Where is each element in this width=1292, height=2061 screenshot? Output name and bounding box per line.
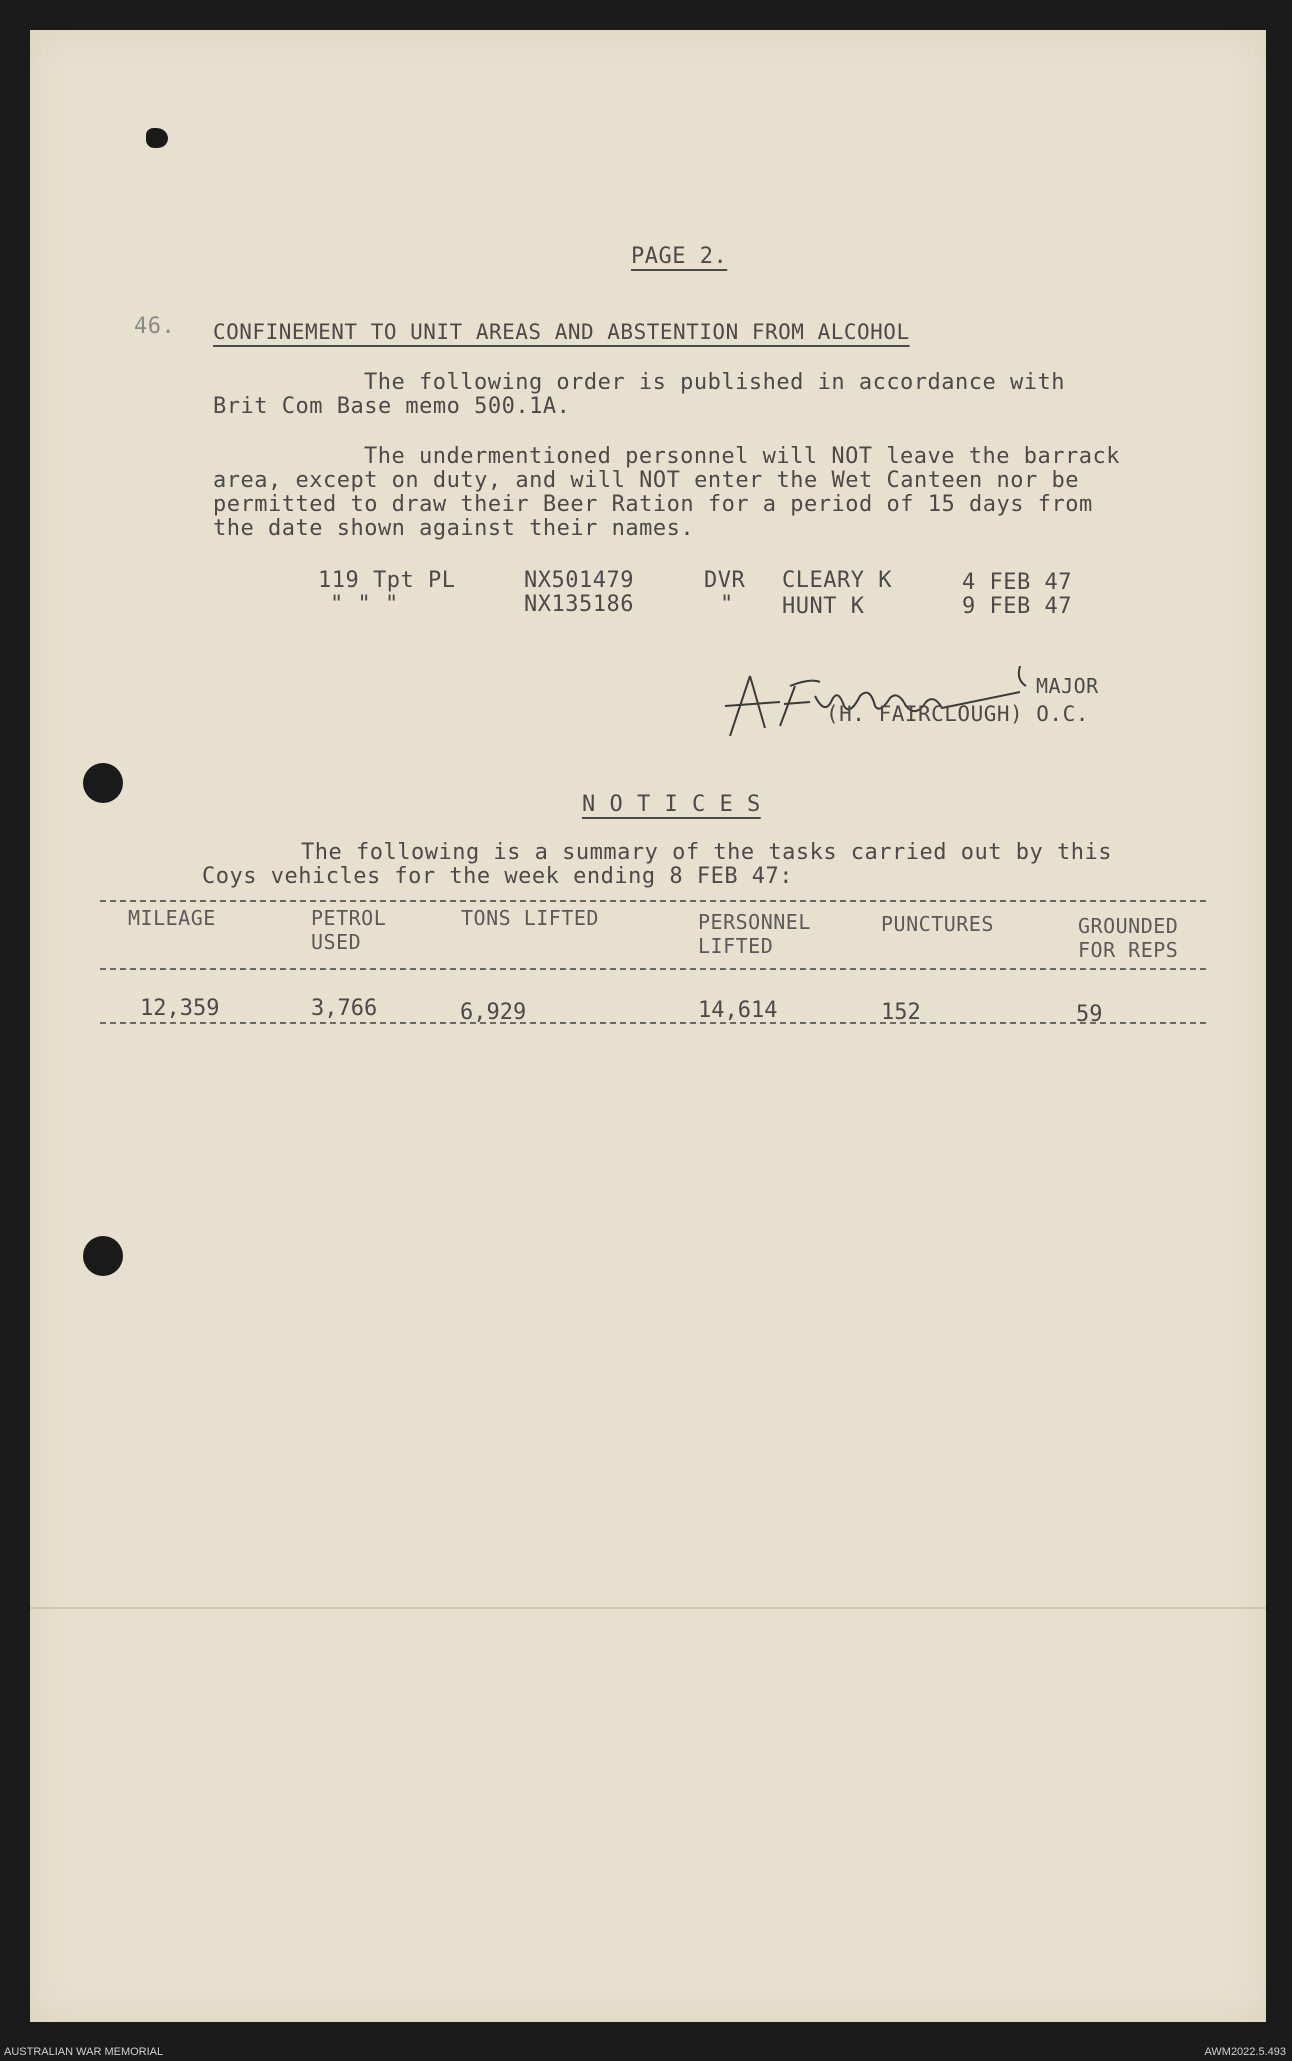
signatory-rank: MAJOR [1036,674,1099,698]
footer-right: AWM2022.5.493 [1204,2046,1286,2058]
paragraph-line: area, except on duty, and will NOT enter the Wet Canteen nor be [213,468,1079,493]
service-number: NX501479 [524,568,634,593]
column-header: PERSONNEL LIFTED [698,910,811,958]
rank: " [720,592,734,617]
paragraph-line: the date shown against their names. [213,516,695,541]
table-rule [100,1022,1206,1024]
person-name: CLEARY K [782,568,892,593]
column-header: PUNCTURES [881,912,994,936]
page-label: PAGE 2. [631,244,728,269]
table-cell: 12,359 [140,996,220,1021]
fold-line [30,1607,1266,1609]
column-header: TONS LIFTED [461,906,599,930]
item-number: 46. [134,314,176,339]
signatory-name: (H. FAIRCLOUGH) O.C. [826,702,1089,726]
document-page [30,30,1266,2022]
punch-hole [83,763,123,803]
paragraph-line: permitted to draw their Beer Ration for a period of 15 days from [213,492,1093,517]
service-number: NX135186 [524,592,634,617]
paper-tear [146,128,168,148]
table-cell: 3,766 [311,996,378,1021]
section-heading: CONFINEMENT TO UNIT AREAS AND ABSTENTION FROM ALCOHOL [213,320,910,344]
table-rule [100,900,1206,902]
punch-hole [83,1236,123,1276]
column-header: PETROL USED [311,906,387,954]
paragraph-line: The following order is published in accordance with [364,370,1066,395]
table-rule [100,968,1206,970]
date: 4 FEB 47 [962,570,1072,595]
paragraph-line: The following is a summary of the tasks carried out by this [301,840,1112,865]
table-cell: 6,929 [460,1000,527,1025]
column-header: MILEAGE [128,906,216,930]
unit: 119 Tpt PL [318,568,456,593]
date: 9 FEB 47 [962,594,1072,619]
unit: " " " [330,592,399,617]
notices-title: N O T I C E S [582,792,761,817]
column-header: GROUNDED FOR REPS [1078,914,1179,962]
paragraph-line: Brit Com Base memo 500.1A. [213,394,571,419]
paragraph-line: Coys vehicles for the week ending 8 FEB 47: [202,864,794,889]
table-cell: 152 [881,1000,921,1025]
table-cell: 14,614 [698,998,778,1023]
rank: DVR [704,568,746,593]
paragraph-line: The undermentioned personnel will NOT leave the barrack [364,444,1120,469]
table-cell: 59 [1076,1002,1103,1027]
person-name: HUNT K [782,594,865,619]
footer-left: AUSTRALIAN WAR MEMORIAL [4,2046,164,2058]
